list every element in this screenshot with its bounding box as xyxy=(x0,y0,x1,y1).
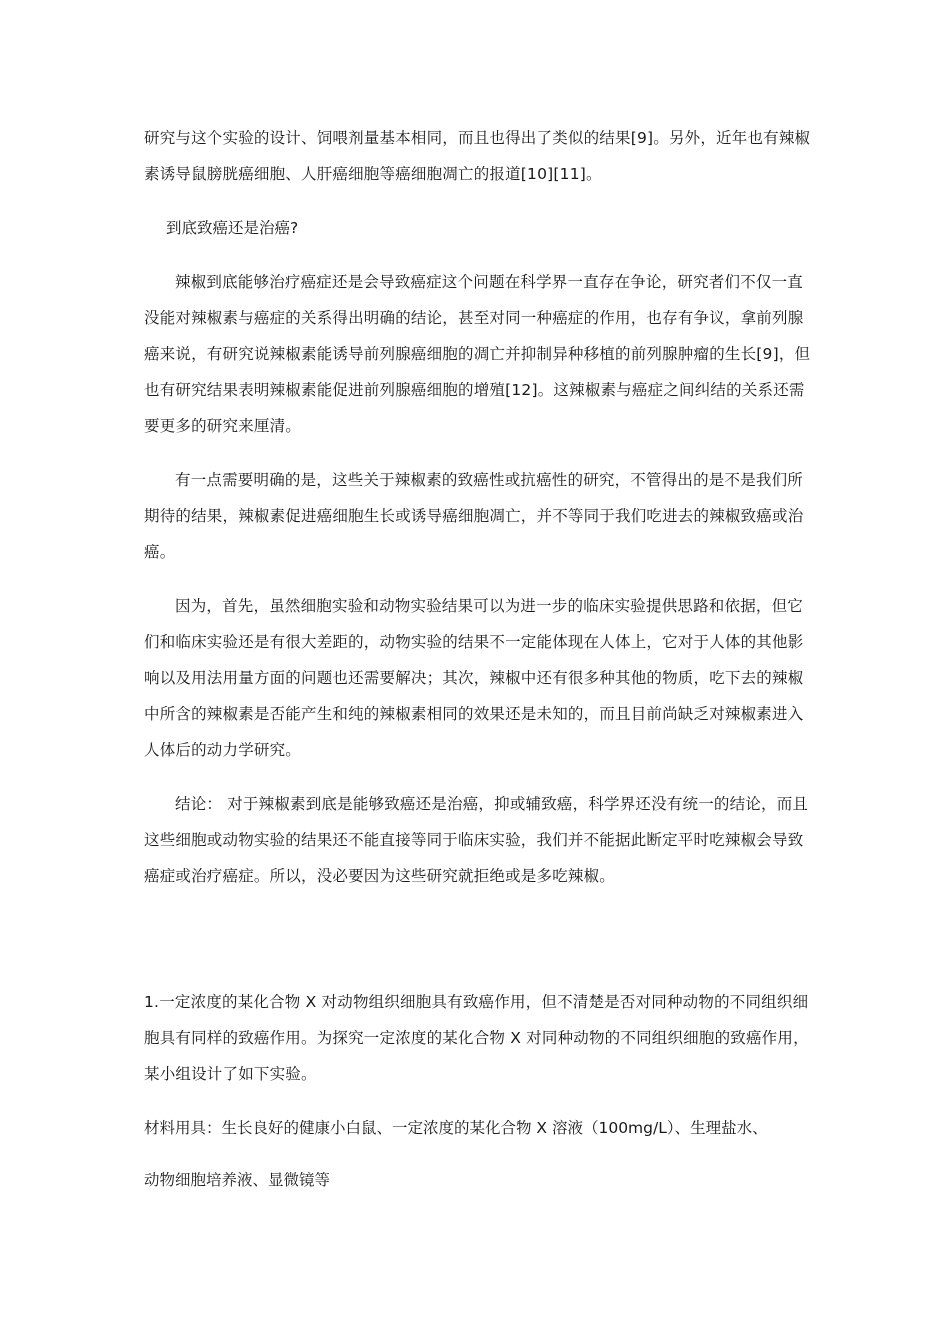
paragraph-conclusion: 结论： 对于辣椒素到底是能够致癌还是治癌，抑或辅致癌，科学界还没有统一的结论，而且这些细胞或动物实验的结果还不能直接等同于临床实验，我们并不能据此断定平时吃辣椒会导致癌症或治疗癌症。所以，没必要因为这些研究就拒绝或是多吃辣椒。 xyxy=(144,795,809,885)
paragraph-debate: 辣椒到底能够治疗癌症还是会导致癌症这个问题在科学界一直存在争论，研究者们不仅一直没能对辣椒素与癌症的关系得出明确的结论，甚至对同一种癌症的作用，也存有争议，拿前列腺癌来说，有研究说辣椒素能诱导前列腺癌细胞的凋亡并抑制异种移植的前列腺肿瘤的生长[9]，但也有研究结果表明辣椒素能促进前列腺癌细胞的增殖[12]。这辣椒素与癌症之间纠结的关系还需要更多的研究来厘清。 xyxy=(144,273,811,435)
materials-line-1: 材料用具：生长良好的健康小白鼠、一定浓度的某化合物 X 溶液（100mg/L）、生理盐水、 xyxy=(144,1119,768,1137)
paragraph-continuation: 研究与这个实验的设计、饲喂剂量基本相同，而且也得出了类似的结果[9]。另外，近年也有辣椒素诱导鼠膀胱癌细胞、人肝癌细胞等癌细胞凋亡的报道[10][11]。 xyxy=(144,129,811,183)
paragraph-clarification: 有一点需要明确的是，这些关于辣椒素的致癌性或抗癌性的研究，不管得出的是不是我们所期待的结果，辣椒素促进癌细胞生长或诱导癌细胞凋亡，并不等同于我们吃进去的辣椒致癌或治癌。 xyxy=(144,471,804,561)
section-heading: 到底致癌还是治癌? xyxy=(166,219,299,237)
materials-line-2: 动物细胞培养液、显微镜等 xyxy=(144,1171,331,1189)
question-1: 1.一定浓度的某化合物 X 对动物组织细胞具有致癌作用，但不清楚是否对同种动物的不同组织细胞具有同样的致癌作用。为探究一定浓度的某化合物 X 对同种动物的不同组织细胞的致癌作用，某小组设计了如下实验。 xyxy=(144,993,809,1083)
paragraph-reasoning: 因为，首先，虽然细胞实验和动物实验结果可以为进一步的临床实验提供思路和依据，但它们和临床实验还是有很大差距的，动物实验的结果不一定能体现在人体上，它对于人体的其他影响以及用法用量方面的问题也还需要解决；其次，辣椒中还有很多种其他的物质，吃下去的辣椒中所含的辣椒素是否能产生和纯的辣椒素相同的效果还是未知的，而且目前尚缺乏对辣椒素进入人体后的动力学研究。 xyxy=(144,597,804,759)
